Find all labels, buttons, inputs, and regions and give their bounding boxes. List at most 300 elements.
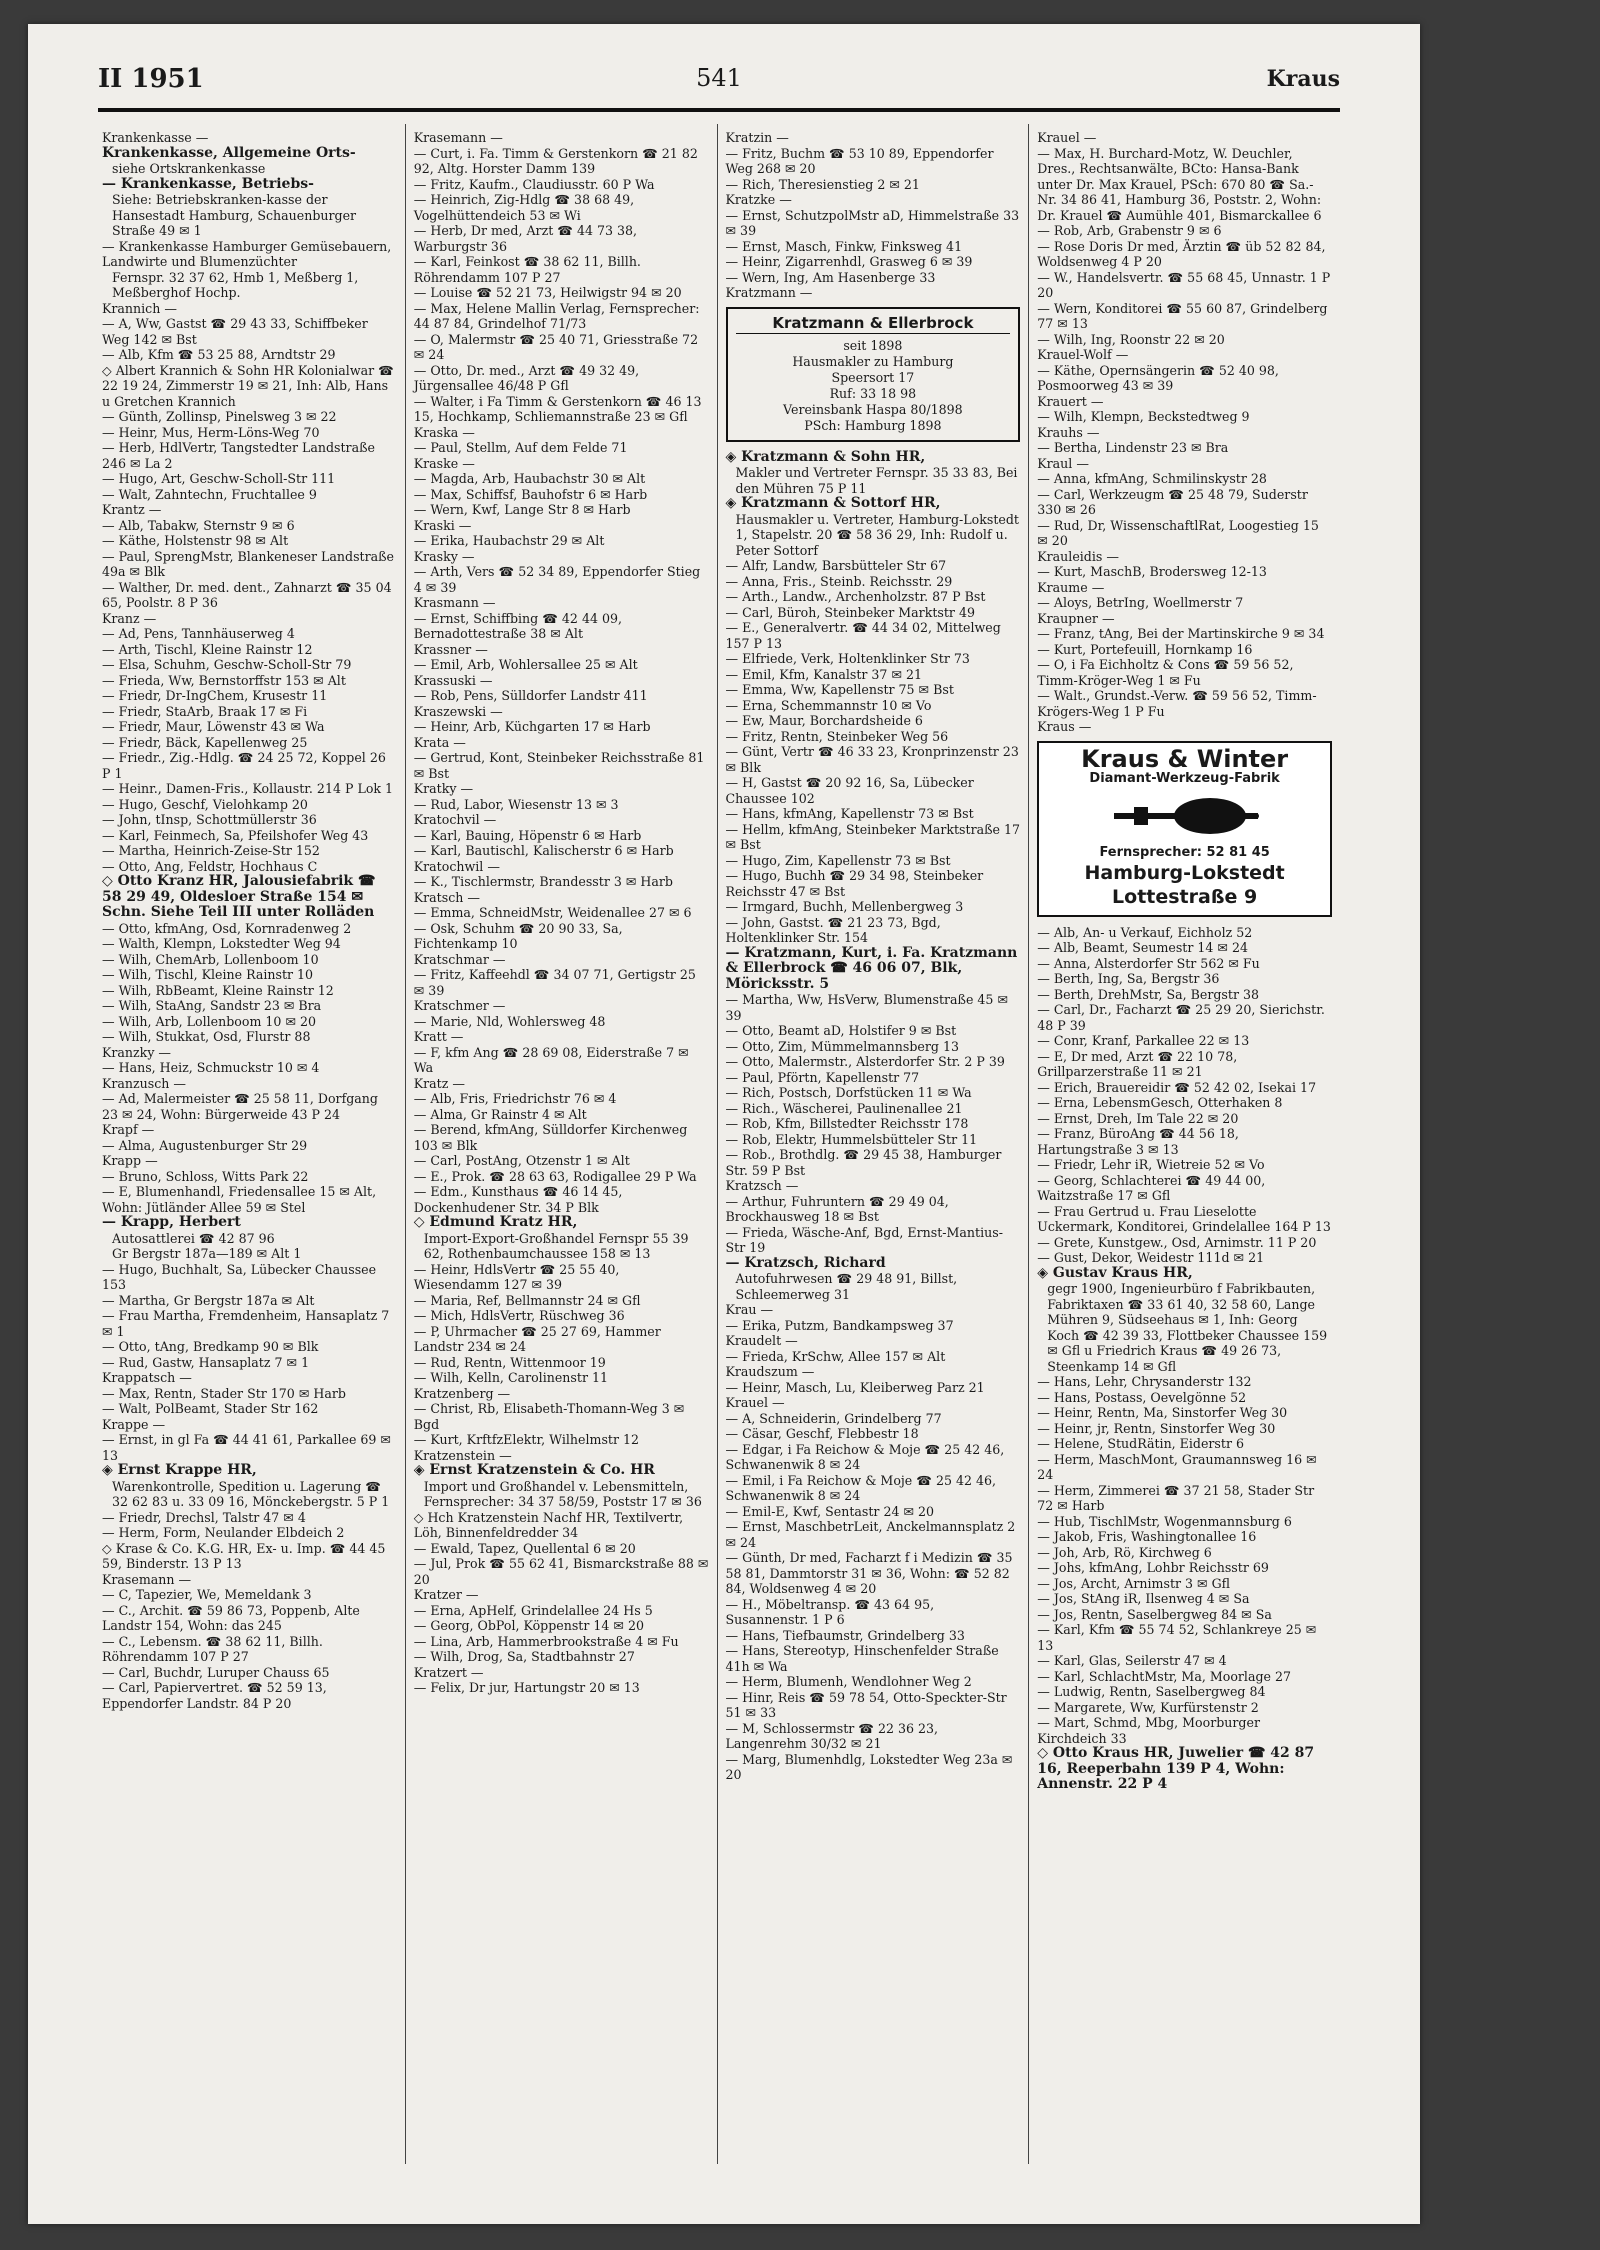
directory-entry: — Hugo, Buchhalt, Sa, Lübecker Chaussee 153 xyxy=(102,1261,377,1292)
entry-prefix: — Kratzmann, Kurt, i. Fa. Kratzmann & Ellerbrock ☎ 46 06 07, Blk, Möricksstr. 5 xyxy=(725,944,1018,992)
directory-entry: Siehe: Betriebskranken-kasse der Hansestadt Hamburg, Schauenburger Straße 49 ✉ 1 xyxy=(112,192,357,238)
directory-entry: — Alb, Fris, Friedrichstr 76 ✉ 4 xyxy=(413,1091,617,1106)
directory-entry: Krauhs — xyxy=(1037,424,1100,440)
directory-entry: — Friedr., Zig.-Hdlg. ☎ 24 25 72, Koppel 26 P 1 xyxy=(102,750,386,781)
directory-entry: — Marie, Nld, Wohlersweg 48 xyxy=(413,1013,606,1029)
directory-entry: Import-Export-Großhandel Fernspr 55 39 62, Rothenbaumchaussee 158 ✉ 13 xyxy=(423,1230,689,1261)
directory-entry: — Ernst, MaschbetrLeit, Anckelmannsplatz 2 ✉ 24 xyxy=(725,1519,1016,1550)
directory-entry: — Ludwig, Rentn, Saselbergweg 84 xyxy=(1037,1684,1266,1699)
directory-entry: — Rich., Wäscherei, Paulinenallee 21 xyxy=(725,1100,963,1116)
directory-entry: — Emil, Arb, Wohlersallee 25 ✉ Alt xyxy=(413,657,638,672)
directory-entry: — Martha, Ww, HsVerw, Blumenstraße 45 ✉ 39 xyxy=(725,992,1008,1023)
directory-entry: — Krankenkasse Hamburger Gemüsebauern, Landwirte und Blumenzüchter xyxy=(102,238,392,269)
directory-entry: — Georg, Schlachterei ☎ 49 44 00, Waitzstraße 17 ✉ Gfl xyxy=(1037,1172,1266,1203)
directory-entry: Kraski — xyxy=(413,517,472,533)
directory-entry: — Wilh, Stukkat, Osd, Flurstr 88 xyxy=(102,1029,311,1044)
directory-entry: — Helene, StudRätin, Eiderstr 6 xyxy=(1037,1436,1244,1451)
directory-columns xyxy=(102,124,1340,2164)
directory-entry: — Frau Martha, Fremdenheim, Hansaplatz 7 ✉ 1 xyxy=(102,1308,390,1339)
directory-entry: — Paul, Pförtn, Kapellenstr 77 xyxy=(725,1069,920,1085)
directory-entry: — Ew, Maur, Borchardsheide 6 xyxy=(725,713,923,728)
directory-entry: — Otto, Beamt aD, Holstifer 9 ✉ Bst xyxy=(725,1023,957,1038)
directory-entry: — H, Gastst ☎ 20 92 16, Sa, Lübecker Chaussee 102 xyxy=(725,775,974,806)
directory-entry: — Friedr, Maur, Löwenstr 43 ✉ Wa xyxy=(102,719,325,734)
directory-entry: — Max, H. Burchard-Motz, W. Deuchler, Dres., Rechtsanwälte, BCto: Hansa-Bank unter Dr. Max Krauel, PSch: 670 80 ☎ Sa.-Nr. 34 86 41, Hamburg 36, Poststr. 2, Wohn: Dr. Krauel ☎ Aumühle 401, Bismarckallee 6 xyxy=(1037,145,1322,223)
directory-page xyxy=(28,24,1420,2224)
directory-entry: — Rob, Pens, Sülldorfer Landstr 411 xyxy=(413,688,648,703)
directory-entry: — Otto, Zim, Mümmelmannsberg 13 xyxy=(725,1038,959,1054)
directory-entry xyxy=(726,450,1021,466)
directory-entry: Krauel-Wolf — xyxy=(1037,347,1129,362)
directory-entry: — John, tInsp, Schottmüllerstr 36 xyxy=(102,812,317,827)
directory-entry: — Hugo, Art, Geschw-Scholl-Str 111 xyxy=(102,471,336,486)
directory-entry: — Rob., Brothdlg. ☎ 29 45 38, Hamburger Str. 59 P Bst xyxy=(725,1147,1002,1178)
directory-entry: Krauert — xyxy=(1037,393,1104,409)
directory-entry: — Erna, ApHelf, Grindelallee 24 Hs 5 xyxy=(413,1602,653,1618)
directory-entry: — Paul, Stellm, Auf dem Felde 71 xyxy=(413,440,628,455)
directory-entry: — Wilh, Tischl, Kleine Rainstr 10 xyxy=(102,967,314,982)
directory-entry: — Mart, Schmd, Mbg, Moorburger Kirchdeich 33 xyxy=(1037,1715,1260,1746)
directory-entry xyxy=(1037,1746,1332,1793)
directory-entry: — Gertrud, Kont, Steinbeker Reichsstraße 81 ✉ Bst xyxy=(413,750,705,781)
directory-entry: Autosattlerei ☎ 42 87 96 xyxy=(112,1230,275,1246)
directory-entry: — Hans, Postass, Oevelgönne 52 xyxy=(1037,1389,1247,1405)
directory-entry: — Elsa, Schuhm, Geschw-Scholl-Str 79 xyxy=(102,657,352,672)
directory-entry: Kraudszum — xyxy=(725,1364,815,1379)
directory-entry: — Emil, i Fa Reichow & Moje ☎ 25 42 46, Schwanenwik 8 ✉ 24 xyxy=(725,1472,997,1503)
directory-entry: — Erna, Schemmannstr 10 ✉ Vo xyxy=(725,697,932,713)
directory-entry: Kratt — xyxy=(413,1029,464,1044)
directory-entry: — Otto, kfmAng, Osd, Kornradenweg 2 xyxy=(102,920,352,936)
directory-entry: — Hinr, Reis ☎ 59 78 54, Otto-Speckter-Str 51 ✉ 33 xyxy=(725,1689,1007,1720)
directory-entry: — Günt, Vertr ☎ 46 33 23, Kronprinzenstr 23 ✉ Blk xyxy=(725,744,1019,775)
directory-entry: — Carl, Buchdr, Luruper Chauss 65 xyxy=(102,1664,330,1680)
directory-entry: — C, Tapezier, We, Memeldank 3 xyxy=(102,1587,312,1602)
directory-entry: — Wilh, RbBeamt, Kleine Rainstr 12 xyxy=(102,982,334,998)
ad-line: PSch: Hamburg 1898 xyxy=(804,417,942,433)
directory-entry: — E., Prok. ☎ 28 63 63, Rodigallee 29 P Wa xyxy=(413,1168,697,1184)
directory-entry: — Mich, HdlsVertr, Rüschweg 36 xyxy=(413,1308,625,1323)
directory-entry xyxy=(102,874,397,921)
directory-entry: — Heinr, Masch, Lu, Kleiberweg Parz 21 xyxy=(725,1379,985,1395)
directory-entry: — Edgar, i Fa Reichow & Moje ☎ 25 42 46, Schwanenwik 8 ✉ 24 xyxy=(725,1441,1005,1472)
directory-entry: ◇ Krase & Co. K.G. HR, Ex- u. Imp. ☎ 44 45 59, Binderstr. 13 P 13 xyxy=(102,1540,386,1571)
directory-entry: Kraus — xyxy=(1037,719,1092,734)
directory-entry: Krassuski — xyxy=(413,672,493,688)
directory-entry: — Käthe, Opernsängerin ☎ 52 40 98, Posmoorweg 43 ✉ 39 xyxy=(1037,362,1279,393)
directory-entry: Makler und Vertreter Fernspr. 35 33 83, Bei den Mühren 75 P 11 xyxy=(735,465,1018,496)
directory-entry: siehe Ortskrankenkasse xyxy=(112,161,266,176)
directory-entry: — C., Lebensm. ☎ 38 62 11, Billh. Röhrendamm 107 P 27 xyxy=(102,1633,323,1664)
directory-entry xyxy=(102,146,397,162)
directory-entry: Kratky — xyxy=(413,781,474,796)
directory-entry: — Frieda, Ww, Bernstorffstr 153 ✉ Alt xyxy=(102,672,346,688)
directory-entry: — E, Blumenhandl, Friedensallee 15 ✉ Alt, Wohn: Jütländer Allee 59 ✉ Stel xyxy=(102,1184,377,1215)
directory-entry: — Frieda, KrSchw, Allee 157 ✉ Alt xyxy=(725,1348,946,1364)
directory-entry: — Osk, Schuhm ☎ 20 90 33, Sa, Fichtenkamp 10 xyxy=(413,920,623,951)
directory-entry: — Arth, Tischl, Kleine Rainstr 12 xyxy=(102,641,313,657)
directory-entry: gegr 1900, Ingenieurbüro f Fabrikbauten, Fabriktaxen ☎ 33 61 40, 32 58 60, Lange Mühren 9, Südseehaus ✉ 1, Inh: Georg Koch ☎ 42 39 33, Flottbeker Chaussee 159 ✉ Gfl u Friedrich Kraus ☎ 49 26 73, Steenkamp 14 ✉ Gfl xyxy=(1047,1281,1328,1374)
directory-entry: — John, Gastst. ☎ 21 23 73, Bgd, Holtenklinker Str. 154 xyxy=(725,914,941,945)
directory-entry: — Alb, An- u Verkauf, Eichholz 52 xyxy=(1037,924,1253,940)
directory-entry: — Edm., Kunsthaus ☎ 46 14 45, Dockenhudener Str. 34 P Blk xyxy=(413,1184,623,1215)
directory-entry: — Ad, Malermeister ☎ 25 58 11, Dorfgang 23 ✉ 24, Wohn: Bürgerweide 43 P 24 xyxy=(102,1091,378,1122)
directory-entry: Hausmakler u. Vertreter, Hamburg-Lokstedt 1, Stapelstr. 20 ☎ 58 36 29, Inh: Rudolf u. Peter Sottorf xyxy=(735,511,1019,558)
directory-entry: — Georg, ObPol, Köppenstr 14 ✉ 20 xyxy=(413,1618,644,1633)
directory-entry: — P, Uhrmacher ☎ 25 27 69, Hammer Landstr 234 ✉ 24 xyxy=(413,1323,661,1354)
directory-entry: — Karl, Bauing, Höpenstr 6 ✉ Harb xyxy=(413,827,642,843)
directory-entry: — Wilh, Drog, Sa, Stadtbahnstr 27 xyxy=(413,1649,635,1664)
directory-entry: — Erika, Haubachstr 29 ✉ Alt xyxy=(413,533,605,548)
directory-entry: — Ernst, Dreh, Im Tale 22 ✉ 20 xyxy=(1037,1110,1239,1126)
directory-entry: — Walt, PolBeamt, Stader Str 162 xyxy=(102,1401,319,1416)
entry-prefix: Krankenkasse, Allgemeine Orts- xyxy=(102,144,356,161)
directory-entry: Kraszewski — xyxy=(413,703,503,719)
directory-entry: — Franz, BüroAng ☎ 44 56 18, Hartungstraße 3 ✉ 13 xyxy=(1037,1126,1239,1157)
column-3 xyxy=(717,124,1029,2164)
directory-entry: Kratzke — xyxy=(725,192,792,207)
directory-entry: — Wilh, Kelln, Carolinenstr 11 xyxy=(413,1370,608,1385)
directory-entry: — Heinr, Rentn, Ma, Sinstorfer Weg 30 xyxy=(1037,1405,1288,1420)
directory-entry: — Walt., Grundst.-Verw. ☎ 59 56 52, Timm-Krögers-Weg 1 P Fu xyxy=(1037,688,1317,719)
directory-entry: Kraume — xyxy=(1037,579,1105,595)
directory-entry: — Jos, Rentn, Saselbergweg 84 ✉ Sa xyxy=(1037,1606,1272,1622)
directory-entry: — Rob, Kfm, Billstedter Reichsstr 178 xyxy=(725,1116,969,1131)
directory-entry: Kratzsch — xyxy=(725,1178,799,1193)
ad-line: Speersort 17 xyxy=(831,369,915,385)
directory-entry: — Otto, Malermstr., Alsterdorfer Str. 2 P 39 xyxy=(725,1054,1005,1069)
directory-entry: — Herm, Blumenh, Wendlohner Weg 2 xyxy=(725,1674,972,1689)
directory-entry: — Carl, PostAng, Otzenstr 1 ✉ Alt xyxy=(413,1153,630,1168)
ad-title: Kraus & Winter xyxy=(1081,744,1289,773)
directory-entry: — Heinr, Zigarrenhdl, Grasweg 6 ✉ 39 xyxy=(725,254,973,269)
directory-entry: — Rud, Labor, Wiesenstr 13 ✉ 3 xyxy=(413,796,619,812)
directory-entry: — Karl, Feinkost ☎ 38 62 11, Billh. Röhrendamm 107 P 27 xyxy=(413,254,641,285)
directory-entry: — Alma, Augustenburger Str 29 xyxy=(102,1137,308,1153)
directory-entry: — Otto, tAng, Bredkamp 90 ✉ Blk xyxy=(102,1339,319,1354)
directory-entry: — Günth, Dr med, Facharzt f i Medizin ☎ 35 58 81, Dammtorstr 31 ✉ 36, Wohn: ☎ 52 82 84, Woldsenweg 4 ✉ 20 xyxy=(725,1550,1013,1596)
directory-entry: — Alb, Beamt, Seumestr 14 ✉ 24 xyxy=(1037,940,1249,955)
directory-entry: — Wilh, ChemArb, Lollenboom 10 xyxy=(102,951,319,967)
ad-street: Lottestraße 9 xyxy=(1112,885,1258,908)
directory-entry xyxy=(726,946,1021,993)
directory-entry: — Max, Rentn, Stader Str 170 ✉ Harb xyxy=(102,1385,346,1401)
directory-entry: — Anna, Alsterdorfer Str 562 ✉ Fu xyxy=(1037,955,1260,971)
directory-entry: Kratzenstein — xyxy=(413,1447,512,1463)
directory-entry: Krappatsch — xyxy=(102,1370,192,1385)
directory-entry: — Arth, Vers ☎ 52 34 89, Eppendorfer Stieg 4 ✉ 39 xyxy=(413,564,701,595)
directory-entry: — O, Malermstr ☎ 25 40 71, Griesstraße 72 ✉ 24 xyxy=(413,331,699,362)
directory-entry: — Paul, SprengMstr, Blankeneser Landstraße 49a ✉ Blk xyxy=(102,548,395,579)
directory-entry: — Günth, Zollinsp, Pinelsweg 3 ✉ 22 xyxy=(102,409,337,424)
directory-entry: — Jul, Prok ☎ 55 62 41, Bismarckstraße 88 ✉ 20 xyxy=(413,1556,709,1587)
directory-entry: — Wilh, StaAng, Sandstr 23 ✉ Bra xyxy=(102,998,322,1013)
directory-entry: Autofuhrwesen ☎ 29 48 91, Billst, Schleemerweg 31 xyxy=(735,1271,958,1302)
directory-entry: — Emma, SchneidMstr, Weidenallee 27 ✉ 6 xyxy=(413,905,692,920)
directory-entry: Krauel — xyxy=(1037,130,1097,145)
directory-entry: — Emil-E, Kwf, Sentastr 24 ✉ 20 xyxy=(725,1503,935,1519)
directory-entry: — Alfr, Landw, Barsbütteler Str 67 xyxy=(725,558,947,573)
directory-entry: Kratsch — xyxy=(413,889,480,905)
directory-entry: Krauel — xyxy=(725,1395,785,1410)
directory-entry: Kratochwil — xyxy=(413,858,500,874)
entry-prefix: ◇ Otto Kranz HR, Jalousiefabrik ☎ 58 29 49, Oldesloer Straße 154 ✉ Schn. Siehe Teil III unter Rolläden xyxy=(102,873,376,920)
directory-entry: — Walter, i Fa Timm & Gerstenkorn ☎ 46 13 15, Hochkamp, Schliemannstraße 23 ✉ Gfl xyxy=(413,393,702,424)
directory-entry: Kratochvil — xyxy=(413,812,497,827)
directory-entry: — Felix, Dr jur, Hartungstr 20 ✉ 13 xyxy=(413,1680,640,1695)
directory-entry: — Berth, DrehMstr, Sa, Bergstr 38 xyxy=(1037,986,1259,1002)
directory-entry: — Ernst, in gl Fa ☎ 44 41 61, Parkallee 69 ✉ 13 xyxy=(102,1432,391,1463)
directory-entry: Krapp — xyxy=(102,1153,158,1168)
directory-entry: — Heinrich, Zig-Hdlg ☎ 38 68 49, Vogelhüttendeich 53 ✉ Wi xyxy=(413,192,635,223)
directory-entry: — Herb, Dr med, Arzt ☎ 44 73 38, Warburgstr 36 xyxy=(413,223,638,254)
directory-entry: — Grete, Kunstgew., Osd, Arnimstr. 11 P 20 xyxy=(1037,1234,1317,1250)
directory-entry: — Heinr, HdlsVertr ☎ 25 55 40, Wiesendamm 127 ✉ 39 xyxy=(413,1261,620,1292)
directory-entry: Krassner — xyxy=(413,641,488,657)
directory-entry: — Carl, Büroh, Steinbeker Marktstr 49 xyxy=(725,604,975,620)
column-4 xyxy=(1028,124,1340,2164)
directory-entry: Warenkontrolle, Spedition u. Lagerung ☎ 32 62 83 u. 33 09 16, Mönckebergstr. 5 P 1 xyxy=(112,1478,390,1509)
directory-entry: — Martha, Heinrich-Zeise-Str 152 xyxy=(102,843,320,858)
directory-entry: — Magda, Arb, Haubachstr 30 ✉ Alt xyxy=(413,471,646,486)
directory-entry: Kratschmar — xyxy=(413,951,506,967)
directory-entry: Krapf — xyxy=(102,1122,155,1137)
directory-entry: — Ernst, SchutzpolMstr aD, Himmelstraße 33 ✉ 39 xyxy=(725,207,1020,238)
directory-entry: — Max, Schiffsf, Bauhofstr 6 ✉ Harb xyxy=(413,486,648,502)
directory-entry: Kratschmer — xyxy=(413,998,506,1013)
directory-entry: — Friedr, Dr-IngChem, Krusestr 11 xyxy=(102,688,328,703)
directory-entry: — Hugo, Zim, Kapellenstr 73 ✉ Bst xyxy=(725,852,951,868)
directory-entry: — W., Handelsvertr. ☎ 55 68 45, Unnastr. 1 P 20 xyxy=(1037,269,1331,300)
directory-entry: — Herm, MaschMont, Graumannsweg 16 ✉ 24 xyxy=(1037,1451,1317,1482)
directory-entry: Kratzin — xyxy=(725,130,789,145)
directory-entry: — Fritz, Kaffeehdl ☎ 34 07 71, Gertigstr 25 ✉ 39 xyxy=(413,967,696,998)
directory-entry: Krau — xyxy=(725,1302,774,1317)
directory-entry: — Berend, kfmAng, Sülldorfer Kirchenweg 103 ✉ Blk xyxy=(413,1122,688,1153)
directory-entry: — Erna, LebensmGesch, Otterhaken 8 xyxy=(1037,1095,1283,1110)
directory-entry: — Friedr, StaArb, Braak 17 ✉ Fi xyxy=(102,703,308,719)
directory-entry: Krauleidis — xyxy=(1037,548,1119,564)
directory-entry: — Heinr., Damen-Fris., Kollaustr. 214 P Lok 1 xyxy=(102,781,394,796)
directory-entry: — Hans, Stereotyp, Hinschenfelder Straße 41h ✉ Wa xyxy=(725,1643,999,1674)
directory-entry: — Lina, Arb, Hammerbrookstraße 4 ✉ Fu xyxy=(413,1633,679,1649)
directory-entry: — Kurt, Portefeuill, Hornkamp 16 xyxy=(1037,641,1253,657)
directory-entry: Krantz — xyxy=(102,502,162,517)
volume-year: II 1951 xyxy=(98,64,204,94)
entry-prefix: ◇ Edmund Kratz HR, xyxy=(413,1214,578,1230)
directory-entry: — Wilh, Ing, Roonstr 22 ✉ 20 xyxy=(1037,331,1225,347)
directory-entry: Kratzert — xyxy=(413,1664,484,1680)
directory-entry: Gr Bergstr 187a—189 ✉ Alt 1 xyxy=(112,1246,302,1261)
directory-entry: — Herb, HdlVertr, Tangstedter Landstraße 246 ✉ La 2 xyxy=(102,440,375,471)
directory-entry: — Heinr, Mus, Herm-Löns-Weg 70 xyxy=(102,424,320,440)
directory-entry: — Karl, Feinmech, Sa, Pfeilshofer Weg 43 xyxy=(102,827,369,843)
directory-entry: — Käthe, Holstenstr 98 ✉ Alt xyxy=(102,533,289,548)
column-1 xyxy=(102,124,405,2164)
directory-entry: — Rob, Arb, Grabenstr 9 ✉ 6 xyxy=(1037,223,1222,238)
directory-entry: — Hans, Lehr, Chrysanderstr 132 xyxy=(1037,1374,1252,1389)
directory-entry: Krappe — xyxy=(102,1416,166,1432)
directory-entry: — Erika, Putzm, Bandkampsweg 37 xyxy=(725,1317,954,1333)
directory-entry: — Ewald, Tapez, Quellental 6 ✉ 20 xyxy=(413,1540,636,1556)
directory-entry: — Rud, Dr, WissenschaftlRat, Loogestieg 15 ✉ 20 xyxy=(1037,517,1319,548)
directory-entry: — Rich, Theresienstieg 2 ✉ 21 xyxy=(725,176,920,192)
directory-entry: — Emma, Ww, Kapellenstr 75 ✉ Bst xyxy=(725,682,954,697)
directory-entry: Kratz — xyxy=(413,1075,465,1091)
ad-phone: Fernsprecher: 52 81 45 xyxy=(1099,844,1270,860)
directory-entry: — H., Möbeltransp. ☎ 43 64 95, Susannenstr. 1 P 6 xyxy=(725,1596,935,1627)
directory-entry: — Alma, Gr Rainstr 4 ✉ Alt xyxy=(413,1106,587,1122)
directory-entry: — Hugo, Geschf, Vielohkamp 20 xyxy=(102,796,308,812)
directory-entry: — Cäsar, Geschf, Flebbestr 18 xyxy=(725,1426,919,1441)
directory-entry: — Walt, Zahntechn, Fruchtallee 9 xyxy=(102,486,317,502)
entry-prefix: ◈ Kratzmann & Sohn HR, xyxy=(725,448,926,465)
directory-entry: — Curt, i. Fa. Timm & Gerstenkorn ☎ 21 82 92, Altg. Horster Damm 139 xyxy=(413,145,698,176)
directory-entry: — C., Archit. ☎ 59 86 73, Poppenb, Alte Landstr 154, Wohn: das 245 xyxy=(102,1602,360,1633)
directory-entry xyxy=(1037,1266,1332,1282)
directory-entry: — Irmgard, Buchh, Mellenbergweg 3 xyxy=(725,899,964,914)
directory-entry: — M, Schlossermstr ☎ 22 36 23, Langenrehm 30/32 ✉ 21 xyxy=(725,1720,939,1751)
directory-entry: — Frau Gertrud u. Frau Lieselotte Uckermark, Konditorei, Grindelallee 164 P 13 xyxy=(1037,1203,1331,1234)
directory-entry: — Bruno, Schloss, Witts Park 22 xyxy=(102,1168,309,1184)
directory-entry: — Fritz, Buchm ☎ 53 10 89, Eppendorfer Weg 268 ✉ 20 xyxy=(725,145,994,176)
ad-city: Hamburg-Lokstedt xyxy=(1084,861,1285,884)
directory-entry: — Frieda, Wäsche-Anf, Bgd, Ernst-Mantius-Str 19 xyxy=(725,1224,1003,1255)
ad-subtitle: Diamant-Werkzeug-Fabrik xyxy=(1089,770,1280,786)
directory-entry: — Bertha, Lindenstr 23 ✉ Bra xyxy=(1037,440,1229,455)
directory-entry: — Rud, Gastw, Hansaplatz 7 ✉ 1 xyxy=(102,1354,310,1370)
directory-entry: — O, i Fa Eichholtz & Cons ☎ 59 56 52, Timm-Kröger-Weg 1 ✉ Fu xyxy=(1037,657,1294,688)
directory-entry: — Martha, Gr Bergstr 187a ✉ Alt xyxy=(102,1292,315,1308)
directory-entry: — Erich, Brauereidir ☎ 52 42 02, Isekai 17 xyxy=(1037,1079,1317,1095)
directory-entry: — Anna, kfmAng, Schmilinskystr 28 xyxy=(1037,471,1267,486)
directory-entry xyxy=(102,1463,397,1479)
directory-entry: — Hub, TischlMstr, Wogenmannsburg 6 xyxy=(1037,1513,1292,1529)
directory-entry: Import und Großhandel v. Lebensmitteln, Fernsprecher: 34 37 58/59, Poststr 17 ✉ 36 xyxy=(423,1478,702,1509)
entry-prefix: — Krapp, Herbert xyxy=(102,1214,241,1230)
entry-prefix: ◇ Otto Kraus HR, Juwelier ☎ 42 87 16, Reeperbahn 139 P 4, Wohn: Annenstr. 22 P 4 xyxy=(1037,1745,1315,1792)
directory-entry: — Rob, Elektr, Hummelsbütteler Str 11 xyxy=(725,1131,978,1147)
kratzmann-ellerbrock-ad xyxy=(726,307,1021,442)
directory-entry: — Alb, Tabakw, Sternstr 9 ✉ 6 xyxy=(102,517,295,533)
directory-entry xyxy=(102,1215,397,1231)
directory-entry: — Gust, Dekor, Weidestr 111d ✉ 21 xyxy=(1037,1250,1265,1265)
directory-entry: — Louise ☎ 52 21 73, Heilwigstr 94 ✉ 20 xyxy=(413,285,682,300)
directory-entry: — Emil, Kfm, Kanalstr 37 ✉ 21 xyxy=(725,666,923,682)
directory-entry: Kratzer — xyxy=(413,1587,479,1602)
directory-entry: — Rud, Rentn, Wittenmoor 19 xyxy=(413,1354,606,1370)
directory-entry: Kranzusch — xyxy=(102,1075,187,1091)
directory-entry: — Carl, Werkzeugm ☎ 25 48 79, Suderstr 330 ✉ 26 xyxy=(1037,486,1308,517)
directory-entry: — Wilh, Klempn, Beckstedtweg 9 xyxy=(1037,409,1250,424)
directory-entry: — Anna, Fris., Steinb. Reichsstr. 29 xyxy=(725,573,953,589)
ad-line: seit 1898 xyxy=(843,337,903,353)
directory-entry: — Carl, Papiervertret. ☎ 52 59 13, Eppendorfer Landstr. 84 P 20 xyxy=(102,1680,327,1711)
ad-line: Hausmakler zu Hamburg xyxy=(792,353,954,369)
running-head: Kraus xyxy=(1266,66,1340,92)
ad-line: Vereinsbank Haspa 80/1898 xyxy=(783,401,963,417)
directory-entry: — Margarete, Ww, Kurfürstenstr 2 xyxy=(1037,1699,1259,1715)
directory-entry: Kratzenberg — xyxy=(413,1385,511,1401)
directory-entry: — E., Generalvertr. ☎ 44 34 02, Mittelweg 157 P 13 xyxy=(725,620,1001,651)
entry-prefix: — Kratzsch, Richard xyxy=(725,1254,886,1271)
directory-entry: — Otto, Dr. med., Arzt ☎ 49 32 49, Jürgensallee 46/48 P Gfl xyxy=(413,362,640,393)
directory-entry: — Wern, Konditorei ☎ 55 60 87, Grindelberg 77 ✉ 13 xyxy=(1037,300,1328,331)
directory-entry: Krasky — xyxy=(413,548,475,564)
directory-entry: — Wern, Kwf, Lange Str 8 ✉ Harb xyxy=(413,502,631,517)
directory-entry: — Johs, kfmAng, Lohbr Reichsstr 69 xyxy=(1037,1560,1269,1575)
directory-entry: — Alb, Kfm ☎ 53 25 88, Arndtstr 29 xyxy=(102,347,336,362)
column-2 xyxy=(405,124,717,2164)
directory-entry: — A, Ww, Gastst ☎ 29 43 33, Schiffbeker Weg 142 ✉ Bst xyxy=(102,316,368,347)
directory-entry xyxy=(726,1256,1021,1272)
entry-prefix: ◈ Gustav Kraus HR, xyxy=(1037,1264,1193,1281)
header-rule xyxy=(98,108,1340,112)
directory-entry: — A, Schneiderin, Grindelberg 77 xyxy=(725,1410,942,1426)
directory-entry: Kraske — xyxy=(413,455,475,471)
kraus-winter-ad xyxy=(1037,741,1332,917)
page-number: 541 xyxy=(696,64,742,92)
entry-prefix: ◈ Kratzmann & Sottorf HR, xyxy=(725,495,941,511)
directory-entry: — F, kfm Ang ☎ 28 69 08, Eiderstraße 7 ✉ Wa xyxy=(413,1044,689,1075)
directory-entry: Kraudelt — xyxy=(725,1333,798,1348)
directory-entry: — Jakob, Fris, Washingtonallee 16 xyxy=(1037,1529,1257,1544)
directory-entry: — Fritz, Kaufm., Claudiusstr. 60 P Wa xyxy=(413,176,655,192)
directory-entry: Krata — xyxy=(413,734,466,750)
directory-entry: — Hugo, Buchh ☎ 29 34 98, Steinbeker Reichsstr 47 ✉ Bst xyxy=(725,868,984,899)
directory-entry: — Friedr, Lehr iR, Wietreie 52 ✉ Vo xyxy=(1037,1157,1265,1172)
directory-entry: — Ad, Pens, Tannhäuserweg 4 xyxy=(102,626,295,641)
directory-entry: — Joh, Arb, Rö, Kirchweg 6 xyxy=(1037,1544,1212,1560)
directory-entry: — Kurt, MaschB, Brodersweg 12-13 xyxy=(1037,564,1267,579)
directory-entry xyxy=(102,177,397,193)
entry-prefix: — Krankenkasse, Betriebs- xyxy=(102,175,314,192)
directory-entry: — K., Tischlermstr, Brandesstr 3 ✉ Harb xyxy=(413,874,673,889)
directory-entry: Krasmann — xyxy=(413,595,496,610)
directory-entry: Krannich — xyxy=(102,300,177,316)
directory-entry xyxy=(414,1463,709,1479)
directory-entry: ◇ Albert Krannich & Sohn HR Kolonialwar ☎ 22 19 24, Zimmerstr 19 ✉ 21, Inh: Alb, Hans u Gretchen Krannich xyxy=(102,362,394,409)
directory-entry: — Karl, Kfm ☎ 55 74 52, Schlankreye 25 ✉ 13 xyxy=(1037,1622,1317,1653)
directory-entry: — Karl, Bautischl, Kalischerstr 6 ✉ Harb xyxy=(413,843,674,858)
directory-entry: — Friedr, Drechsl, Talstr 47 ✉ 4 xyxy=(102,1509,306,1525)
directory-entry: — Arthur, Fuhruntern ☎ 29 49 04, Brockhausweg 18 ✉ Bst xyxy=(725,1193,949,1224)
directory-entry: — Marg, Blumenhdlg, Lokstedter Weg 23a ✉ 20 xyxy=(725,1751,1013,1782)
directory-entry: — Arth., Landw., Archenholzstr. 87 P Bst xyxy=(725,589,986,604)
directory-entry: — Walth, Klempn, Lokstedter Weg 94 xyxy=(102,936,341,951)
directory-entry: — Jos, Archt, Arnimstr 3 ✉ Gfl xyxy=(1037,1575,1231,1591)
directory-entry: — Hans, kfmAng, Kapellenstr 73 ✉ Bst xyxy=(725,806,974,821)
directory-entry: — Otto, Ang, Feldstr, Hochhaus C xyxy=(102,858,318,874)
directory-entry: — Karl, Glas, Seilerstr 47 ✉ 4 xyxy=(1037,1653,1227,1668)
directory-entry: — Herm, Form, Neulander Elbdeich 2 xyxy=(102,1525,345,1540)
directory-entry: — Elfriede, Verk, Holtenklinker Str 73 xyxy=(725,651,970,666)
ad-title: Kratzmann & Ellerbrock xyxy=(736,315,1011,334)
directory-entry: — Christ, Rb, Elisabeth-Thomann-Weg 3 ✉ Bgd xyxy=(413,1401,685,1432)
directory-entry: — Friedr, Bäck, Kapellenweg 25 xyxy=(102,734,308,750)
directory-entry: — Wilh, Arb, Lollenboom 10 ✉ 20 xyxy=(102,1013,317,1029)
directory-entry: — Franz, tAng, Bei der Martinskirche 9 ✉ 34 xyxy=(1037,626,1325,641)
directory-entry: Krasemann — xyxy=(102,1571,192,1587)
directory-entry: Fernspr. 32 37 62, Hmb 1, Meßberg 1, Meßberghof Hochp. xyxy=(112,269,359,300)
directory-entry: Kraska — xyxy=(413,424,475,440)
directory-entry: — Wern, Ing, Am Hasenberge 33 xyxy=(725,269,936,285)
diamond-tool-icon xyxy=(1110,793,1260,839)
directory-entry: — Carl, Dr., Facharzt ☎ 25 29 20, Sierichstr. 48 P 39 xyxy=(1037,1002,1325,1033)
directory-entry xyxy=(726,496,1021,512)
directory-entry: — Herm, Zimmerei ☎ 37 21 58, Stader Str 72 ✉ Harb xyxy=(1037,1482,1315,1513)
directory-entry: Kranz — xyxy=(102,610,157,626)
